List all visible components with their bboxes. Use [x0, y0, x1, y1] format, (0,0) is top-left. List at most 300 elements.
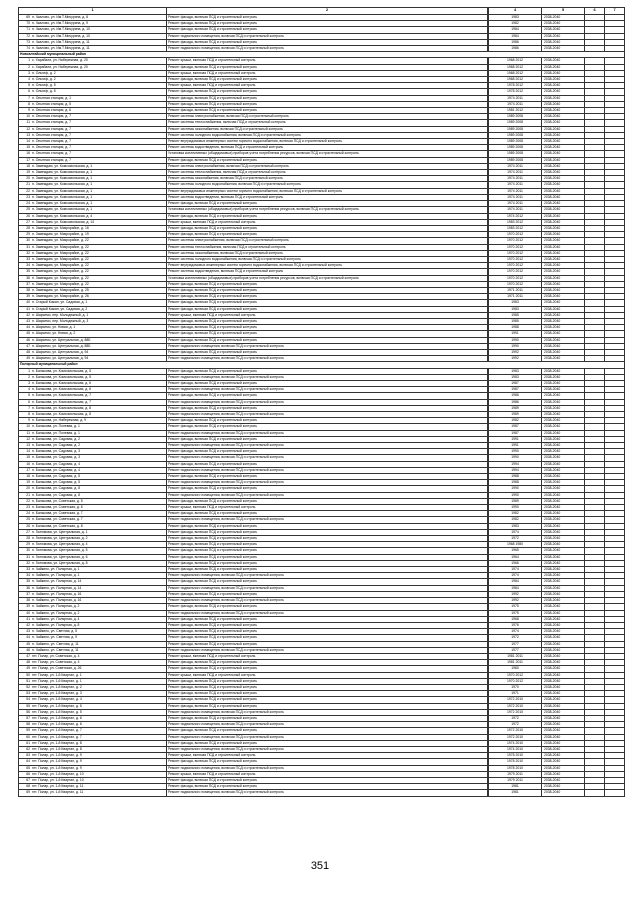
row-number: 18: [26, 163, 30, 168]
work-type-cell: Ремонт фасада, включая ПСД и строительный контроль: [167, 604, 488, 610]
row-number: 2: [28, 64, 30, 69]
address-text: п. Балыкова, ул. Комсомольская, д. 7: [32, 393, 91, 398]
year-cell: 1990: [489, 343, 542, 349]
work-type-cell: Ремонт фасада, включая ПСД и строительный контроль: [167, 616, 488, 622]
address-text: п. Гилюмова, ул. Центральная, д. 5: [32, 548, 88, 553]
period-cell: 2038-2040: [542, 455, 585, 461]
work-type-cell: Ремонт фасада, включая ПСД и строительный контроль: [167, 591, 488, 597]
address-text: п. Опытная станция, д. 7: [32, 157, 71, 162]
table-row: [19, 790, 625, 796]
work-type-cell: Установка коллективных (общедомовых) приборов учета потребления ресурсов, включая ПСД и строительный контроль: [167, 207, 488, 213]
address-text: п. Балыкова, ул. Советская, д. 5: [32, 498, 83, 503]
row-number: 48: [26, 349, 30, 354]
row-number: 41: [26, 306, 30, 311]
year-cell: 1985: [489, 312, 542, 318]
address-text: п. Шарьемо, ул. Центральная, д. 88Б: [32, 343, 91, 348]
period-cell: 2038-2040: [542, 498, 585, 504]
row-number: 22: [26, 498, 30, 503]
work-type-cell: Ремонт фасада, включая ПСД и строительный контроль: [167, 474, 488, 480]
period-cell: 2038-2040: [542, 461, 585, 467]
row-number: 34: [26, 573, 30, 578]
row-number: 1: [28, 368, 30, 373]
address-text: п. Балыкова, ул. Советская, д. 7: [32, 511, 83, 516]
period-cell: 2038-2040: [542, 225, 585, 231]
year-cell: 1972: [489, 635, 542, 641]
row-number: 45: [26, 331, 30, 336]
address-text: п. Замеждаю, ул. Комсомольская, д. 1: [32, 170, 93, 175]
work-type-cell: Ремонт фасада, включая ПСД и строительный контроль: [167, 436, 488, 442]
work-type-cell: Ремонт подвального помещения, включая ПСД и строительный контроль: [167, 455, 488, 461]
year-cell: 1983: [489, 306, 542, 312]
address-text: п. Балыкова, ул. Садовая, д. 4: [32, 467, 81, 472]
address-text: пгт. Полар, ул. 1-й Квартал, д. 9: [32, 753, 82, 758]
period-cell: 2038-2040: [542, 287, 585, 293]
row-number: 9: [28, 108, 30, 113]
year-cell: 1974 2011: [489, 101, 542, 107]
row-number: 9: [28, 418, 30, 423]
address-text: п. Замеждаю, ул. Микрорайон, д. 26: [32, 294, 89, 299]
year-cell: 1970: [489, 684, 542, 690]
work-type-cell: Установка коллективных (общедомовых) приборов учета потребления ресурсов, включая ПСД и строительный контроль: [167, 275, 488, 281]
year-cell: 1981 2011: [489, 653, 542, 659]
year-cell: 1991: [489, 443, 542, 449]
work-type-cell: Ремонт крыши, включая ПСД и строительный контроль: [167, 70, 488, 76]
row-number: 13: [26, 132, 30, 137]
row-number: 28: [26, 536, 30, 541]
address-text: п. Балыкова, ул. Садовая, д. 8: [32, 486, 81, 491]
row-number: 20: [26, 486, 30, 491]
section-title: Полярный муниципальный район: [19, 362, 625, 368]
year-cell: 1970 2012: [489, 672, 542, 678]
work-type-cell: Ремонт подвального помещения, включая ПСД и строительный контроль: [167, 734, 488, 740]
row-number: 11: [26, 120, 30, 125]
year-cell: 1966: [489, 560, 542, 566]
period-cell: 2038-2040: [542, 790, 585, 796]
year-cell: 1972 2010: [489, 728, 542, 734]
year-cell: 1987: [489, 380, 542, 386]
row-number: 19: [26, 170, 30, 175]
work-type-cell: Установка коллективных (общедомовых) приборов учета потребления ресурсов, включая ПСД и строительный контроль: [167, 151, 488, 157]
period-cell: 2038-2040: [542, 784, 585, 790]
address-text: п. Замеждаю, ул. Микрорайон, д. 22: [32, 238, 89, 243]
work-type-cell: Ремонт подвального помещения, включая ПСД и строительный контроль: [167, 610, 488, 616]
address-text: п. Балыкова, ул. Садовая, д. 3: [32, 449, 81, 454]
row-number: 32: [26, 560, 30, 565]
work-type-cell: Ремонт системы теплоснабжения, включая ПСД и строительный контроль: [167, 120, 488, 126]
work-type-cell: Ремонт фасада, включая ПСД и строительный контроль: [167, 579, 488, 585]
period-cell: 2038-2040: [542, 629, 585, 635]
period-cell: 2038-2040: [542, 666, 585, 672]
address-text: пгт. Полар, ул. 1-й Квартал, д. 10: [32, 771, 84, 776]
year-cell: 1981 2012: [489, 108, 542, 114]
row-number: 29: [26, 542, 30, 547]
period-cell: 2038-2040: [542, 467, 585, 473]
year-cell: 1975: [489, 604, 542, 610]
row-number: 14: [26, 139, 30, 144]
work-type-cell: Ремонт фасада, включая ПСД и строительный контроль: [167, 64, 488, 70]
work-type-cell: Ремонт системы электроснабжения, включая ПСД и строительный контроль: [167, 238, 488, 244]
work-type-cell: Ремонт фасада, включая ПСД и строительный контроль: [167, 380, 488, 386]
period-cell: 2038-2040: [542, 337, 585, 343]
work-type-cell: Ремонт фасада, включая ПСД и строительный контроль: [167, 39, 488, 45]
period-cell: 2038-2040: [542, 46, 585, 52]
year-cell: 1970 2012: [489, 256, 542, 262]
work-type-cell: Ремонт системы газоснабжения, включая ПСД и строительный контроль: [167, 250, 488, 256]
work-type-cell: Ремонт крыши, включая ПСД и строительный контроль: [167, 219, 488, 225]
address-text: п. Балыкова, ул. Советская, д. 8: [32, 523, 83, 528]
work-type-cell: Ремонт крыши, включая ПСД и строительный контроль: [167, 672, 488, 678]
work-type-cell: Ремонт фасада, включая ПСД и строительный контроль: [167, 548, 488, 554]
row-number: 55: [26, 703, 30, 708]
work-type-cell: Ремонт фасада, включая ПСД и строительный контроль: [167, 424, 488, 430]
year-cell: 1974: [489, 573, 542, 579]
address-text: п. Замеждаю, ул. Комсомольская, д. 1: [32, 163, 93, 168]
work-type-cell: Ремонт фасада, включая ПСД и строительный контроль: [167, 523, 488, 529]
period-cell: 2038-2040: [542, 201, 585, 207]
year-cell: 1972 2010: [489, 709, 542, 715]
period-cell: 2038-2040: [542, 517, 585, 523]
period-cell: 2038-2040: [542, 505, 585, 511]
address-text: п. Шарьемо, пер. Молодежный, д. 3: [32, 318, 89, 323]
row-number: 53: [26, 691, 30, 696]
work-type-cell: Ремонт фасада, включая ПСД и строительный контроль: [167, 318, 488, 324]
year-cell: 1972: [489, 715, 542, 721]
address-text: пгт. Полар, ул. Советская, д. 26: [32, 666, 82, 671]
period-cell: 2038-2040: [542, 238, 585, 244]
period-cell: 2038-2040: [542, 722, 585, 728]
row-number: 56: [26, 709, 30, 714]
year-cell: 1968 1980: [489, 542, 542, 548]
period-cell: 2038-2040: [542, 207, 585, 213]
period-cell: 2038-2040: [542, 318, 585, 324]
period-cell: 2038-2040: [542, 424, 585, 430]
year-cell: 1975: [489, 610, 542, 616]
work-type-cell: Ремонт крыши, включая ПСД и строительный контроль: [167, 753, 488, 759]
work-type-cell: Ремонт фасада, включая ПСД и строительный контроль: [167, 728, 488, 734]
period-cell: 2038-2040: [542, 343, 585, 349]
year-cell: 1970 2012: [489, 238, 542, 244]
period-cell: 2038-2040: [542, 746, 585, 752]
address-text: п. Замеждаю, ул. Комсомольская, д. 1: [32, 194, 93, 199]
row-number: 8: [28, 412, 30, 416]
row-number: 63: [26, 753, 30, 758]
work-type-cell: Ремонт фасада, включая ПСД и строительный контроль: [167, 108, 488, 114]
address-text: п. Гилюмова, ул. Центральная, д. 2: [32, 536, 88, 541]
period-cell: 2038-2040: [542, 740, 585, 746]
work-type-cell: Ремонт фасада, включая ПСД и строительный контроль: [167, 740, 488, 746]
address-text: пгт. Полар, ул. 1-й Квартал, д. 1: [32, 672, 82, 677]
period-cell: 2038-2040: [542, 635, 585, 641]
address-text: п. Гилюмова, ул. Центральная, д. 4: [32, 542, 88, 547]
row-number: 37: [26, 591, 30, 596]
work-type-cell: Ремонт системы электроснабжения, включая ПСД и строительный контроль: [167, 114, 488, 120]
period-cell: 2038-2040: [542, 418, 585, 424]
period-cell: 2038-2040: [542, 393, 585, 399]
year-cell: 1989 2008: [489, 132, 542, 138]
section-title: Новоалтайский муниципальный район: [19, 52, 625, 58]
year-cell: 1984: [489, 33, 542, 39]
address-text: п. Замеждаю, ул. Комсомольская, д. 1: [32, 176, 93, 181]
address-text: п. Балыкова, ул. Комсомольская, д. 6: [32, 387, 91, 392]
address-text: п. Замеждаю, ул. Микрорайон, д. 22: [32, 263, 89, 268]
work-type-cell: Ремонт фасада, включая ПСД и строительный контроль: [167, 225, 488, 231]
work-type-cell: Ремонт фасада, включая ПСД и строительный контроль: [167, 21, 488, 27]
row-number: 31: [26, 244, 30, 249]
period-cell: 2038-2040: [542, 275, 585, 281]
row-number: 36: [26, 275, 30, 280]
address-text: п. Шарьемо, ул. Центральная, д. 94: [32, 356, 89, 361]
period-cell: 2038-2040: [542, 697, 585, 703]
year-cell: 1984: [489, 585, 542, 591]
year-cell: 1965: [489, 548, 542, 554]
year-cell: 1974 2011: [489, 194, 542, 200]
period-cell: 2038-2040: [542, 64, 585, 70]
row-number: 15: [26, 455, 30, 460]
row-number: 16: [26, 461, 30, 466]
row-number: 15: [26, 145, 30, 150]
year-cell: 1990: [489, 449, 542, 455]
year-cell: 1972: [489, 536, 542, 542]
work-type-cell: Ремонт системы теплоснабжения, включая ПСД и строительный контроль: [167, 244, 488, 250]
year-cell: 1970 2012: [489, 244, 542, 250]
row-number: 51: [26, 678, 30, 683]
period-cell: 2038-2040: [542, 27, 585, 33]
period-cell: 2038-2040: [542, 443, 585, 449]
row-number: 42: [26, 312, 30, 317]
period-cell: 2038-2040: [542, 480, 585, 486]
period-cell: 2038-2040: [542, 256, 585, 262]
work-type-cell: Ремонт подвального помещения, включая ПСД и строительный контроль: [167, 765, 488, 771]
address-text: п. Замеждаю, ул. Микрорайон, д. 25: [32, 287, 89, 292]
work-type-cell: Ремонт фасада, включая ПСД и строительный контроль: [167, 622, 488, 628]
year-cell: 1983 2012: [489, 225, 542, 231]
work-type-cell: Ремонт системы холодного водоснабжения, включая ПСД и строительный контроль: [167, 182, 488, 188]
address-text: п. Замеждаю, ул. Микрорайон, д. 22: [32, 269, 89, 274]
year-cell: 1986: [489, 39, 542, 45]
row-number: 1: [28, 58, 30, 63]
work-type-cell: Ремонт крыши, включая ПСД и строительный контроль: [167, 312, 488, 318]
year-cell: 1970 2012: [489, 269, 542, 275]
row-number: 54: [26, 697, 30, 702]
row-number: 14: [26, 449, 30, 454]
address-text: п. Опытная станция, д. 7: [32, 120, 71, 125]
year-cell: 1983: [489, 374, 542, 380]
row-number: 31: [26, 554, 30, 559]
year-cell: 1976: [489, 622, 542, 628]
year-cell: 1970 2012: [489, 281, 542, 287]
work-type-cell: Ремонт фасада, включая ПСД и строительный контроль: [167, 281, 488, 287]
work-type-cell: Ремонт фасада, включая ПСД и строительный контроль: [167, 306, 488, 312]
row-number: 42: [26, 622, 30, 627]
row-number: 36: [26, 585, 30, 590]
period-cell: 2038-2040: [542, 145, 585, 151]
row-number: 66: [26, 771, 30, 776]
row-number: 6: [28, 399, 30, 404]
address-text: п. Чкалово, ул. Им.Т.Мичурина, д. 10: [32, 33, 90, 38]
year-cell: 1983: [489, 15, 542, 21]
period-cell: 2038-2040: [542, 21, 585, 27]
row-number: 21: [26, 492, 30, 497]
work-type-cell: Ремонт фасада, включая ПСД и строительный контроль: [167, 703, 488, 709]
period-cell: 2038-2040: [542, 380, 585, 386]
row-number: 34: [26, 263, 30, 268]
row-number: 13: [26, 443, 30, 448]
address-text: пгт. Полар, ул. 1-й Квартал, д. 9: [32, 765, 82, 770]
address-text: п. Чайкино, ул. Полярная, д. 16: [32, 591, 82, 596]
address-text: п. Старый Кожан, ул. Садовая, д. 2: [32, 306, 88, 311]
address-text: пгт. Полар, ул. 1-й Квартал, д. 6: [32, 722, 82, 727]
year-cell: 1989 2008: [489, 114, 542, 120]
address-text: пгт. Полар, ул. 1-й Квартал, д. 7: [32, 728, 82, 733]
year-cell: 1992: [489, 591, 542, 597]
year-cell: 1968 2012: [489, 64, 542, 70]
period-cell: 2038-2040: [542, 548, 585, 554]
address-text: пгт. Полар, ул. 1-й Квартал, д. 8: [32, 740, 82, 745]
period-cell: 2038-2040: [542, 387, 585, 393]
row-number: 68: [26, 784, 30, 789]
work-type-cell: Ремонт фасада, включая ПСД и строительный контроль: [167, 393, 488, 399]
work-type-cell: Ремонт подвального помещения, включая ПСД и строительный контроль: [167, 33, 488, 39]
period-cell: 2038-2040: [542, 263, 585, 269]
period-cell: 2038-2040: [542, 598, 585, 604]
row-number: 3: [28, 70, 30, 75]
address-text: п. Балыкова, ул. Комсомольская, д. 5: [32, 368, 91, 373]
year-cell: 1990: [489, 505, 542, 511]
period-cell: 2038-2040: [542, 157, 585, 163]
period-cell: 2038-2040: [542, 765, 585, 771]
period-cell: 2038-2040: [542, 486, 585, 492]
row-number: 17: [26, 467, 30, 472]
row-number: 44: [26, 635, 30, 640]
row-number: 46: [26, 337, 30, 342]
period-cell: 2038-2040: [542, 325, 585, 331]
row-number: 27: [26, 219, 30, 224]
year-cell: 1983: [489, 523, 542, 529]
address-text: п. Опытная станция, д. 5: [32, 101, 71, 106]
period-cell: 2038-2040: [542, 176, 585, 182]
work-type-cell: Ремонт фасада, включая ПСД и строительный контроль: [167, 300, 488, 306]
row-number: 49: [26, 356, 30, 361]
work-type-cell: Ремонт фасада, включая ПСД и строительный контроль: [167, 349, 488, 355]
work-type-cell: Ремонт крыши, включая ПСД и строительный контроль: [167, 771, 488, 777]
address-text: п. Опытная станция, д. 7: [32, 145, 71, 150]
year-cell: 1978 2010: [489, 765, 542, 771]
address-text: п. Замеждаю, ул. Микрорайон, д. 22: [32, 275, 89, 280]
row-number: 62: [26, 746, 30, 751]
address-text: пгт. Полар, ул. 1-й Квартал, д. 11: [32, 790, 84, 795]
work-type-cell: Ремонт фасада, включая ПСД и строительный контроль: [167, 405, 488, 411]
work-type-cell: Ремонт крыши, включая ПСД и строительный контроль: [167, 505, 488, 511]
year-cell: 1992: [489, 598, 542, 604]
row-number: 23: [26, 194, 30, 199]
address-text: пгт. Полар, ул. 1-й Квартал, д. 1: [32, 678, 82, 683]
period-cell: 2038-2040: [542, 405, 585, 411]
year-cell: 1981: [489, 790, 542, 796]
address-text: п. Гилюмова, ул. Центральная, д. 8: [32, 560, 88, 565]
row-number: 10: [26, 114, 30, 119]
row-number: 73: [26, 39, 30, 44]
year-cell: 1979 2011: [489, 777, 542, 783]
address-text: с. Харабали, ул. Набережная, д. 20: [32, 58, 88, 63]
address-text: п. Замеждаю, ул. Микрорайон, д. 22: [32, 250, 89, 255]
work-type-cell: Ремонт системы теплоснабжения, включая ПСД и строительный контроль: [167, 170, 488, 176]
column-header-6: 6: [585, 8, 605, 15]
row-number: 33: [26, 256, 30, 261]
row-number: 30: [26, 238, 30, 243]
work-type-cell: Ремонт фасада, включая ПСД и строительный контроль: [167, 684, 488, 690]
row-number: 59: [26, 728, 30, 733]
row-number: 6: [28, 89, 30, 94]
work-type-cell: Ремонт подвального помещения, включая ПСД и строительный контроль: [167, 709, 488, 715]
period-cell: 2038-2040: [542, 294, 585, 300]
row-number: 32: [26, 250, 30, 255]
address-text: п. Шарьемо, пер. Молодежный, д. 1: [32, 312, 89, 317]
row-number: 64: [26, 759, 30, 764]
work-type-cell: Ремонт фасада, включая ПСД и строительный контроль: [167, 368, 488, 374]
period-cell: 2038-2040: [542, 281, 585, 287]
row-number: 49: [26, 666, 30, 671]
address-text: пгт. Полар, ул. 1-й Квартал, д. 8: [32, 746, 82, 751]
work-type-cell: Ремонт фасада, включая ПСД и строительный контроль: [167, 331, 488, 337]
work-type-cell: Ремонт системы газоснабжения, включая ПСД и строительный контроль: [167, 176, 488, 182]
period-cell: 2038-2040: [542, 734, 585, 740]
address-text: п. Гилюмова, ул. Центральная, д. 6: [32, 554, 88, 559]
year-cell: 1991: [489, 436, 542, 442]
row-number: 50: [26, 672, 30, 677]
address-text: п. Опытная станция, д. 1: [32, 95, 71, 100]
period-cell: 2038-2040: [542, 374, 585, 380]
work-type-cell: Ремонт фасада, включая ПСД и строительный контроль: [167, 660, 488, 666]
period-cell: 2038-2040: [542, 579, 585, 585]
work-type-cell: Ремонт фасада, включая ПСД и строительный контроль: [167, 759, 488, 765]
address-text: пгт. Полар, ул. 1-й Квартал, д. 10: [32, 777, 84, 782]
year-cell: 1974 2011: [489, 163, 542, 169]
work-type-cell: Ремонт фасада, включая ПСД и строительный контроль: [167, 337, 488, 343]
work-type-cell: Ремонт фасада, включая ПСД и строительный контроль: [167, 287, 488, 293]
work-type-cell: Ремонт внутридомовых инженерных систем горячего водоснабжения, включая ПСД и строительный контроль: [167, 188, 488, 194]
row-number: 40: [26, 300, 30, 305]
address-text: п. Балыкова, ул. Советская, д. 7: [32, 517, 83, 522]
row-number: 46: [26, 647, 30, 652]
address-text: п. Замеждаю, ул. Микрорайон, д. 16: [32, 225, 89, 230]
year-cell: 1987: [489, 430, 542, 436]
row-number: 25: [26, 517, 30, 522]
empty-cell: [585, 790, 605, 796]
year-cell: 1983: [489, 368, 542, 374]
year-cell: 1991: [489, 331, 542, 337]
column-header-4: 4: [489, 8, 542, 15]
work-type-cell: Ремонт системы водоотведения, включая ПСД и строительный контроль: [167, 145, 488, 151]
period-cell: 2038-2040: [542, 436, 585, 442]
row-number: 69: [26, 790, 30, 795]
address-text: п. Балыкова, ул. Советская, д. 6: [32, 505, 83, 510]
year-cell: 1978 2010: [489, 753, 542, 759]
work-type-cell: Ремонт фасада, включая ПСД и строительный контроль: [167, 101, 488, 107]
period-cell: 2038-2040: [542, 678, 585, 684]
period-cell: 2038-2040: [542, 542, 585, 548]
period-cell: 2038-2040: [542, 523, 585, 529]
year-cell: 1974 2011: [489, 95, 542, 101]
work-type-cell: Ремонт фасада, включая ПСД и строительный контроль: [167, 691, 488, 697]
year-cell: 1970 2012: [489, 263, 542, 269]
empty-cell: [605, 790, 625, 796]
address-text: п. Гилюмова, ул. Центральная, д. 1: [32, 529, 88, 534]
year-cell: 1978 2010: [489, 759, 542, 765]
row-number: 41: [26, 616, 30, 621]
address-text: п. Балыкова, ул. Комсомольская, д. 5: [32, 374, 91, 379]
address-text: пгт. Полар, ул. 1-й Квартал, д. 7: [32, 734, 82, 739]
work-type-cell: Ремонт фасада, включая ПСД и строительный контроль: [167, 560, 488, 566]
